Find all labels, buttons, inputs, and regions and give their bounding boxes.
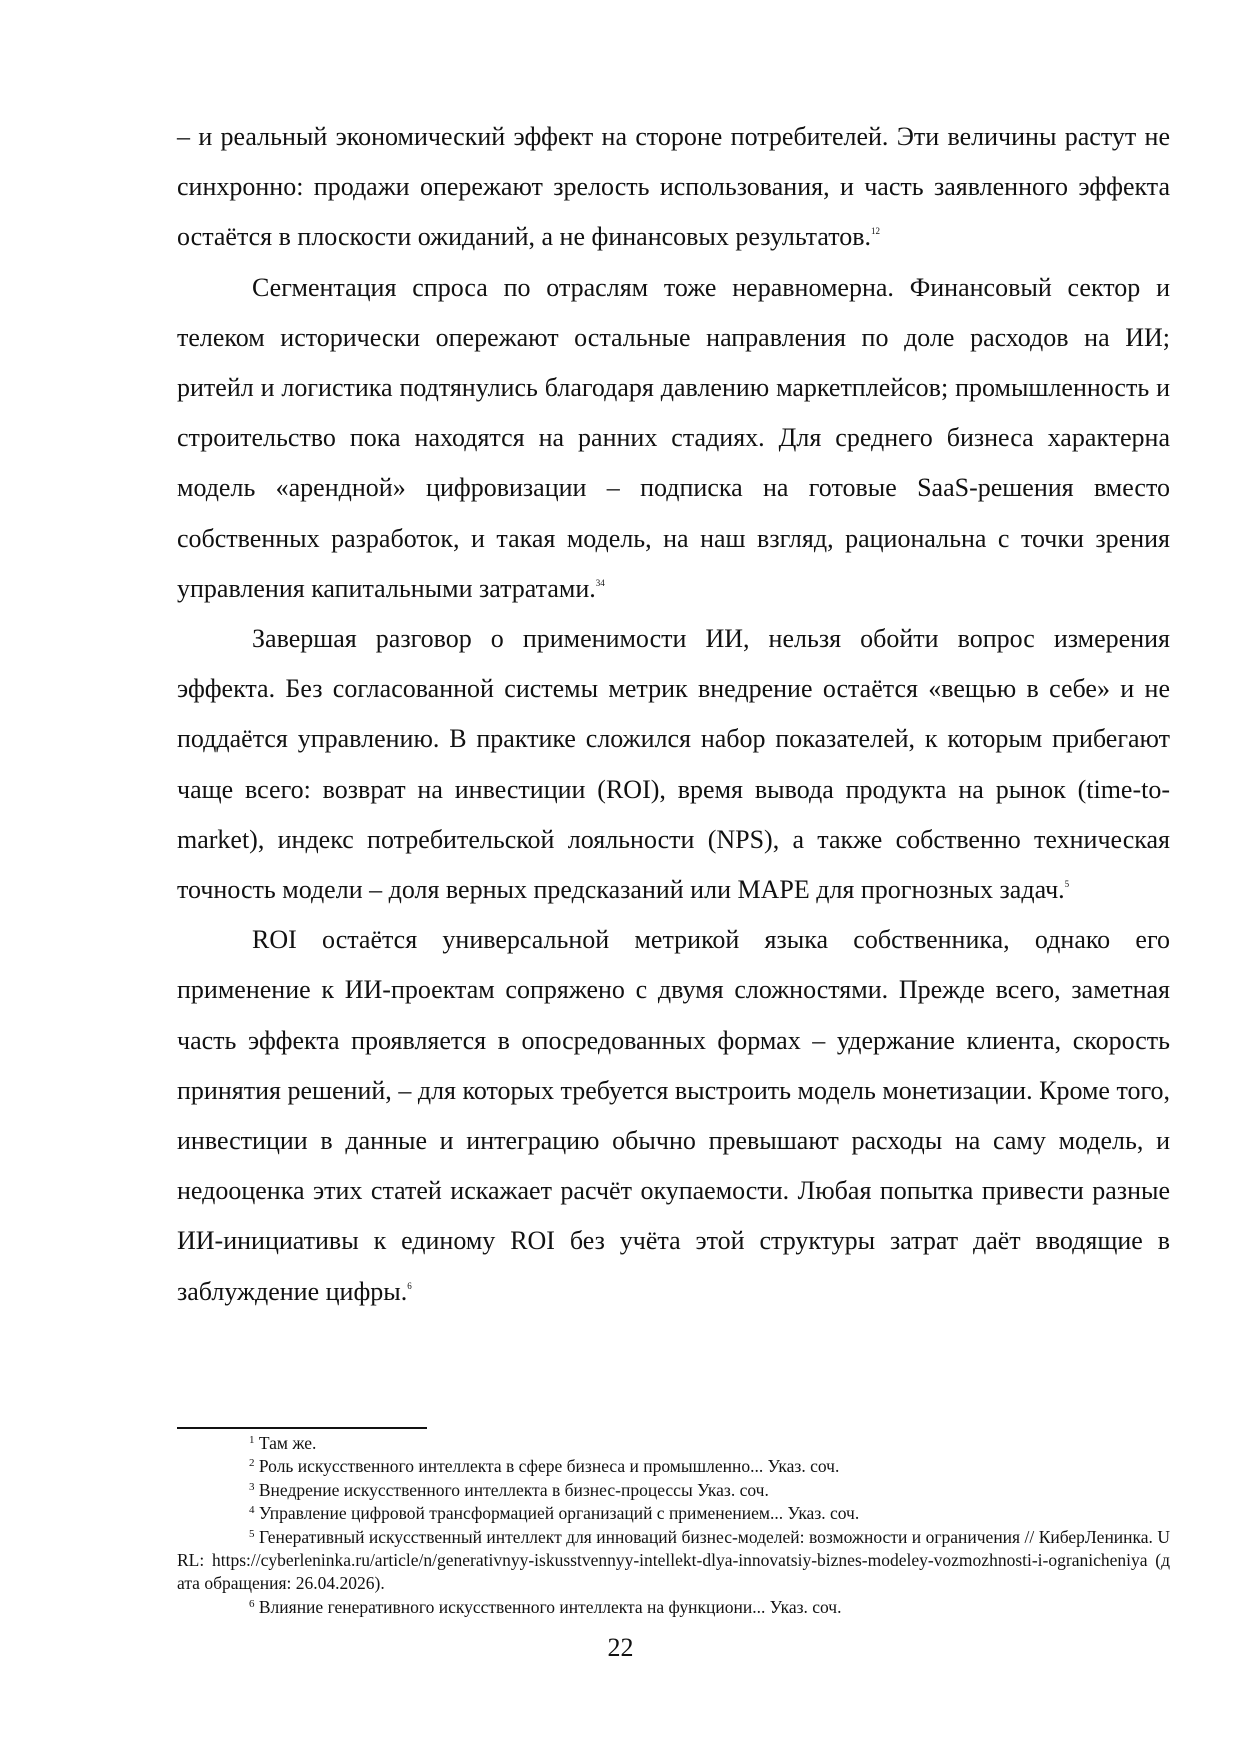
footnote-item bbox=[177, 1479, 1170, 1502]
paragraph-text: – и реальный экономический эффект на стороне потребителей. Эти величины растут не синхронно: продажи опережают зрелость использования, и часть заявленного эффекта остаётся в плоскости ожиданий, а не финансовых результатов. bbox=[177, 122, 1170, 252]
paragraph-continuation bbox=[177, 112, 1170, 263]
paragraph-metrics bbox=[177, 614, 1170, 915]
footnote-item bbox=[177, 1596, 1170, 1619]
footnote-text: Внедрение искусственного интеллекта в бизнес-процессы Указ. соч. bbox=[258, 1479, 769, 1500]
footnote-ref: 6 bbox=[407, 1280, 412, 1291]
footnote-separator bbox=[177, 1427, 427, 1429]
paragraph-text: Завершая разговор о применимости ИИ, нельзя обойти вопрос измерения эффекта. Без согласованной системы метрик внедрение остаётся «вещью в себе» и не поддаётся управлению. В практике сложился набор показателей, к которым прибегают чаще всего: возврат на инвестиции (ROI), время вывода продукта на рынок (time-to-market), индекс потребительской лояльности (NPS), а также собственно техническая точность модели – доля верных предсказаний или MAPE для прогнозных задач. bbox=[177, 624, 1170, 905]
footnote-item bbox=[177, 1526, 1170, 1596]
main-text bbox=[177, 112, 1170, 1317]
footnote-item bbox=[177, 1502, 1170, 1525]
footnote-text: Влияние генеративного искусственного интеллекта на функциони... Указ. соч. bbox=[258, 1596, 842, 1617]
paragraph-segmentation bbox=[177, 263, 1170, 614]
footnote-text: Роль искусственного интеллекта в сфере бизнеса и промышленно... Указ. соч. bbox=[258, 1456, 840, 1477]
paragraph-text: ROI остаётся универсальной метрикой языка собственника, однако его применение к ИИ-проектам сопряжено с двумя сложностями. Прежде всего, заметная часть эффекта проявляется в опосредованных формах – удержание клиента, скорость принятия решений, – для которых требуется выстроить модель монетизации. Кроме того, инвестиции в данные и интеграцию обычно превышают расходы на саму модель, и недооценка этих статей искажает расчёт окупаемости. Любая попытка привести разные ИИ-инициативы к единому ROI без учёта этой структуры затрат даёт вводящие в заблуждение цифры. bbox=[177, 925, 1170, 1306]
footnote-number: 3 bbox=[249, 1480, 255, 1493]
footnote-ref: 34 bbox=[595, 577, 605, 588]
footnote-number: 4 bbox=[249, 1504, 255, 1517]
footnote-number: 1 bbox=[249, 1434, 255, 1446]
page-number: 22 bbox=[607, 1633, 634, 1662]
paragraph-roi bbox=[177, 915, 1170, 1317]
footnotes bbox=[177, 1432, 1170, 1619]
footnote-number: 6 bbox=[249, 1597, 255, 1610]
footnote-ref: 12 bbox=[871, 226, 881, 237]
footnote-text: Генеративный искусственный интеллект для инноваций бизнес-моделей: возможности и ограничения // КиберЛенинка. URL: https://cyberleninka.ru/article/n/generativnyy-iskusstvennyy-intellekt-dlya-innovatsiy-biznes-modeley-vozmozhnosti-i-ogranicheniya (дата обращения: 26.04.2026). bbox=[177, 1526, 1170, 1594]
footnote-ref: 5 bbox=[1064, 879, 1070, 890]
page-body bbox=[177, 112, 1170, 1317]
paragraph-text: Сегментация спроса по отраслям тоже неравномерна. Финансовый сектор и телеком исторически опережают остальные направления по доле расходов на ИИ; ритейл и логистика подтянулись благодаря давлению маркетплейсов; промышленность и строительство пока находятся на ранних стадиях. Для среднего бизнеса характерна модель «арендной» цифровизации – подписка на готовые SaaS-решения вместо собственных разработок, и такая модель, на наш взгляд, рациональна с точки зрения управления капитальными затратами. bbox=[177, 272, 1170, 603]
footnote-number: 2 bbox=[249, 1457, 255, 1470]
footnote-number: 5 bbox=[249, 1527, 255, 1540]
footnote-text: Управление цифровой трансформацией организаций с применением... Указ. соч. bbox=[258, 1503, 860, 1524]
footnote-item bbox=[177, 1432, 1170, 1455]
footnote-item bbox=[177, 1455, 1170, 1478]
footnote-text: Там же. bbox=[258, 1433, 317, 1453]
